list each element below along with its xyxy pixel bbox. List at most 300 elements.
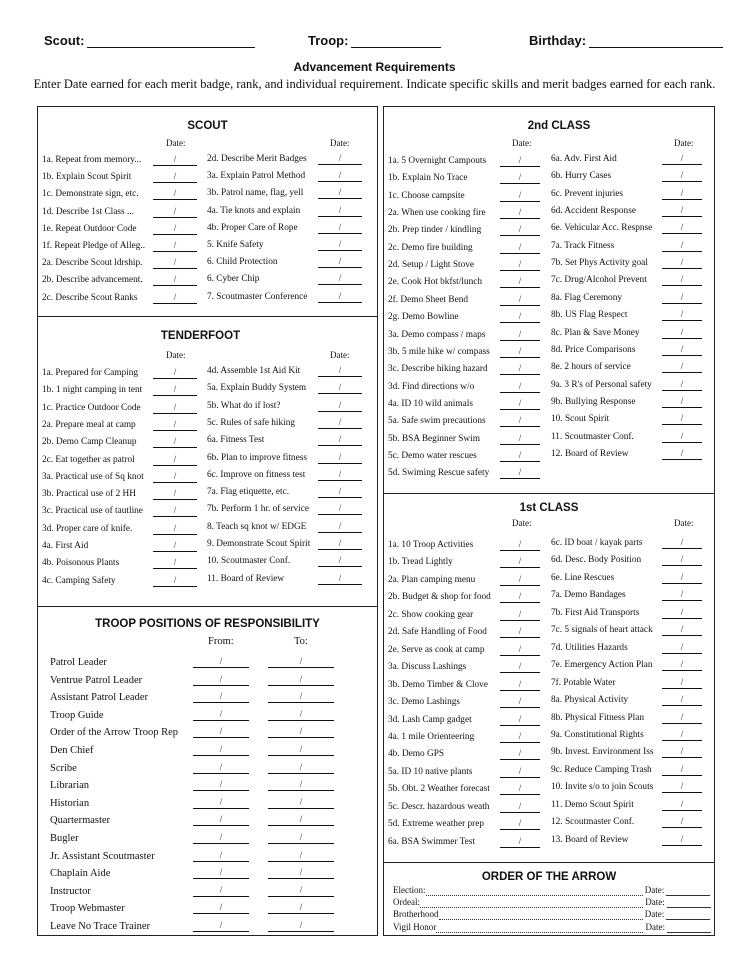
position-item: Troop Guide <box>50 709 104 721</box>
requirement-item: 2a. Describe Scout ldrship. <box>42 258 143 269</box>
requirement-item: 3a. Discuss Lashings <box>388 662 467 673</box>
to-date-blank[interactable]: / <box>268 709 334 721</box>
requirement-item: 9. Demonstrate Scout Spirit <box>207 539 311 549</box>
from-date-blank[interactable]: / <box>193 850 249 862</box>
date-blank[interactable]: / <box>662 309 702 321</box>
date-blank[interactable]: / <box>500 679 540 691</box>
oa-label: Election: <box>393 885 426 895</box>
requirement-item: 1e. Repeat Outdoor Code <box>42 223 137 234</box>
requirement-item: 3a. Demo compass / maps <box>388 329 486 340</box>
date-blank[interactable]: / <box>662 554 702 566</box>
requirement-item: 5d. Swiming Rescue safety <box>388 468 490 479</box>
requirement-item: 6a. Adv. First Aid <box>551 154 617 164</box>
date-blank[interactable]: / <box>318 538 362 550</box>
requirement-item: 2d. Safe Handling of Food <box>388 627 487 638</box>
date-blank[interactable]: / <box>318 170 362 182</box>
page-title: Advancement Requirements <box>293 60 456 74</box>
date-blank[interactable]: / <box>662 448 702 460</box>
scout-title: SCOUT <box>187 120 228 132</box>
date-blank[interactable]: / <box>500 190 540 202</box>
troop-label: Troop: <box>308 33 349 48</box>
date-blank[interactable]: / <box>500 836 540 848</box>
oa-name-line[interactable] <box>426 888 643 896</box>
requirement-item: 6d. Accident Response <box>551 206 636 217</box>
requirement-item: 3a. Practical use of Sq knot <box>42 471 144 482</box>
oa-name-line[interactable] <box>436 925 643 933</box>
tenderfoot-title: TENDERFOOT <box>160 330 241 342</box>
date-blank[interactable]: / <box>318 153 362 165</box>
to-date-blank[interactable]: / <box>268 885 334 897</box>
requirement-item: 3c. Demo Lashings <box>388 697 461 708</box>
oa-date-line[interactable] <box>667 899 711 908</box>
date-blank[interactable]: / <box>500 801 540 813</box>
date-blank[interactable]: / <box>153 223 197 235</box>
requirement-item: 2c. Eat together as patrol <box>42 454 135 465</box>
requirement-item: 2a. Plan camping menu <box>388 574 476 585</box>
requirement-item: 9a. Constitutional Rights <box>551 729 644 740</box>
requirement-item: 12. Scoutmaster Conf. <box>551 817 635 828</box>
oa-row[interactable] <box>393 909 713 920</box>
date-blank[interactable]: / <box>500 556 540 568</box>
date-blank[interactable]: / <box>500 539 540 551</box>
date-blank[interactable]: / <box>500 207 540 219</box>
date-blank[interactable]: / <box>500 591 540 603</box>
requirement-item: 8b. US Flag Respect <box>551 310 628 321</box>
requirement-item: 7b. Set Phys Activity goal <box>551 258 648 269</box>
date-blank[interactable]: / <box>500 766 540 778</box>
date-blank[interactable]: / <box>500 714 540 726</box>
from-date-blank[interactable]: / <box>193 744 249 756</box>
requirement-item: 8b. Physical Fitness Plan <box>551 712 644 723</box>
requirement-item: 4b. Demo GPS <box>388 749 445 760</box>
requirement-item: 3d. Lash Camp gadget <box>388 714 472 725</box>
from-date-blank[interactable]: / <box>193 902 249 914</box>
date-blank[interactable]: / <box>662 170 702 182</box>
date-blank[interactable]: / <box>318 434 362 446</box>
birthday-line[interactable] <box>589 35 723 48</box>
to-date-blank[interactable]: / <box>268 674 334 686</box>
date-blank[interactable]: / <box>500 311 540 323</box>
requirement-item: 3c. Describe hiking hazard <box>388 364 488 375</box>
requirement-item: 8. Teach sq knot w/ EDGE <box>207 521 307 532</box>
birthday-label: Birthday: <box>529 33 587 48</box>
requirement-item: 5. Knife Safety <box>207 240 264 250</box>
requirement-item: 5b. BSA Beginner Swim <box>388 433 480 444</box>
position-item: Assistant Patrol Leader <box>50 692 148 704</box>
requirement-item: 5a. ID 10 native plants <box>388 766 473 777</box>
requirement-item: 7a. Track Fitness <box>551 240 615 251</box>
date-blank[interactable]: / <box>662 413 702 425</box>
requirement-item: 2c. Demo fire building <box>388 242 473 253</box>
date-blank[interactable]: / <box>500 329 540 341</box>
requirement-item: 8c. Plan & Save Money <box>551 327 640 338</box>
date-blank[interactable]: / <box>662 694 702 706</box>
date-blank[interactable]: / <box>662 624 702 636</box>
date-blank[interactable]: / <box>318 452 362 464</box>
requirement-item: 3d. Find directions w/o <box>388 381 475 392</box>
date-blank[interactable]: / <box>153 540 197 552</box>
first-class-date-header-left: Date: <box>512 518 532 528</box>
date-blank[interactable]: / <box>318 469 362 481</box>
requirement-item: 1c. Practice Outdoor Code <box>42 402 141 413</box>
date-blank[interactable]: / <box>662 746 702 758</box>
birthday-field[interactable] <box>529 33 723 48</box>
requirement-item: 5c. Rules of safe hiking <box>207 417 296 428</box>
date-blank[interactable]: / <box>662 834 702 846</box>
date-blank[interactable]: / <box>662 764 702 776</box>
requirement-item: 8d. Price Comparisons <box>551 344 636 355</box>
date-blank[interactable]: / <box>500 172 540 184</box>
requirement-item: 7b. Perform 1 hr. of service <box>207 504 309 515</box>
from-date-blank[interactable]: / <box>193 709 249 721</box>
date-blank[interactable]: / <box>153 471 197 483</box>
requirement-item: 5b. Obt. 2 Weather forecast <box>388 784 490 795</box>
oa-label: Brotherhood <box>393 909 439 920</box>
from-date-blank[interactable]: / <box>193 814 249 826</box>
date-blank[interactable]: / <box>153 188 197 200</box>
date-blank[interactable]: / <box>500 259 540 271</box>
date-blank[interactable]: / <box>318 382 362 394</box>
requirement-item: 1a. Repeat from memory... <box>42 155 142 165</box>
second-class-title: 2nd CLASS <box>527 120 591 132</box>
to-date-blank[interactable]: / <box>268 762 334 774</box>
requirement-item: 10. Scoutmaster Conf. <box>207 556 291 567</box>
oa-date-label: Date: <box>642 909 665 920</box>
date-blank[interactable]: / <box>662 379 702 391</box>
date-blank[interactable]: / <box>662 589 702 601</box>
date-blank[interactable]: / <box>500 242 540 254</box>
requirement-item: 3b. Demo Timber & Clove <box>388 679 488 690</box>
date-blank[interactable]: / <box>662 572 702 584</box>
date-blank[interactable]: / <box>500 224 540 236</box>
requirement-item: 2c. Describe Scout Ranks <box>42 292 138 303</box>
requirement-item: 1b. Explain No Trace <box>388 173 468 184</box>
date-blank[interactable]: / <box>153 557 197 569</box>
requirement-item: 6b. Plan to improve fitness <box>207 452 307 463</box>
date-blank[interactable]: / <box>662 607 702 619</box>
date-blank[interactable]: / <box>318 291 362 303</box>
requirement-item: 11. Scoutmaster Conf. <box>551 431 634 442</box>
to-date-blank[interactable]: / <box>268 832 334 844</box>
oa-row[interactable] <box>393 897 713 908</box>
requirement-item: 2g. Demo Bowline <box>388 312 459 323</box>
date-blank[interactable]: / <box>662 642 702 654</box>
date-blank[interactable]: / <box>662 781 702 793</box>
date-blank[interactable]: / <box>153 454 197 466</box>
oa-label: Vigil Honor <box>393 921 437 932</box>
position-item: Leave No Trace Trainer <box>50 921 151 932</box>
requirement-item: 4a. 1 mile Orienteering <box>388 731 475 742</box>
to-date-blank[interactable]: / <box>268 656 334 668</box>
to-date-blank[interactable]: / <box>268 850 334 862</box>
instructions: Enter Date earned for each merit badge, rank, and individual requirement. Indicate specific skills and merit badges earned for each rank. <box>33 77 716 91</box>
requirement-item: 7c. 5 signals of heart attack <box>551 625 653 636</box>
requirement-item: 6c. Prevent injuries <box>551 188 624 199</box>
oa-row[interactable] <box>393 922 713 933</box>
oa-label: Ordeal: <box>393 897 420 908</box>
date-blank[interactable]: / <box>500 450 540 462</box>
requirement-item: 10. Scout Spirit <box>551 414 610 425</box>
date-blank[interactable]: / <box>662 729 702 741</box>
oa-date-label: Date: <box>643 897 665 908</box>
oa-date-line[interactable] <box>666 887 710 896</box>
date-blank[interactable]: / <box>662 344 702 356</box>
requirement-item: 1c. Choose campsite <box>388 190 465 201</box>
date-blank[interactable]: / <box>662 431 702 443</box>
first-class-date-header-right: Date: <box>674 518 694 528</box>
requirement-item: 3b. Practical use of 2 HH <box>42 489 136 500</box>
from-date-blank[interactable]: / <box>193 779 249 791</box>
requirement-item: 11. Demo Scout Spirit <box>551 799 634 810</box>
requirement-item: 7c. Drug/Alcohol Prevent <box>551 275 647 286</box>
requirement-item: 1a. 10 Troop Activities <box>388 540 474 550</box>
requirement-item: 2a. Prepare meal at camp <box>42 419 136 430</box>
date-blank[interactable]: / <box>662 712 702 724</box>
requirement-item: 3a. Explain Patrol Method <box>207 171 306 182</box>
oa-date-line[interactable] <box>667 924 711 933</box>
requirement-item: 13. Board of Review <box>551 834 629 845</box>
requirement-item: 6e. Vehicular Acc. Respnse <box>551 223 653 234</box>
date-blank[interactable]: / <box>662 816 702 828</box>
requirement-item: 6d. Desc. Body Position <box>551 555 642 566</box>
date-blank[interactable]: / <box>318 573 362 585</box>
requirement-item: 7e. Emergency Action Plan <box>551 660 653 671</box>
date-blank[interactable]: / <box>153 206 197 218</box>
requirement-item: 8a. Physical Activity <box>551 695 629 706</box>
date-blank[interactable]: / <box>318 273 362 285</box>
requirement-item: 1b. Tread Lightly <box>388 557 453 568</box>
requirement-item: 4b. Proper Care of Rope <box>207 222 298 233</box>
requirement-item: 6. Cyber Chip <box>207 274 260 285</box>
date-blank[interactable]: / <box>318 187 362 199</box>
requirement-item: 2e. Cook Hot bkfst/lunch <box>388 277 482 288</box>
date-blank[interactable]: / <box>500 609 540 621</box>
requirement-item: 5c. Demo water rescues <box>388 450 477 461</box>
date-blank[interactable]: / <box>318 222 362 234</box>
requirement-item: 1a. Prepared for Camping <box>42 368 139 378</box>
date-blank[interactable]: / <box>500 574 540 586</box>
position-item: Den Chief <box>50 745 94 756</box>
requirement-item: 6. Child Protection <box>207 257 278 268</box>
date-blank[interactable]: / <box>662 537 702 549</box>
from-date-blank[interactable]: / <box>193 867 249 879</box>
requirement-item: 2a. When use cooking fire <box>388 208 486 219</box>
date-blank[interactable]: / <box>318 555 362 567</box>
to-date-blank[interactable]: / <box>268 691 334 703</box>
date-blank[interactable]: / <box>500 398 540 410</box>
date-blank[interactable]: / <box>153 257 197 269</box>
date-blank[interactable]: / <box>500 415 540 427</box>
from-date-blank[interactable]: / <box>193 832 249 844</box>
date-blank[interactable]: / <box>153 436 197 448</box>
date-blank[interactable]: / <box>500 783 540 795</box>
requirement-item: 6a. BSA Swimmer Test <box>388 836 475 847</box>
requirement-item: 4d. Assemble 1st Aid Kit <box>207 366 301 376</box>
date-blank[interactable]: / <box>318 400 362 412</box>
requirement-item: 4a. First Aid <box>42 541 89 551</box>
requirement-item: 2e. Serve as cook at camp <box>388 644 485 655</box>
oa-date-label: Date: <box>642 885 665 895</box>
position-item: Patrol Leader <box>50 657 107 668</box>
date-blank[interactable]: / <box>500 363 540 375</box>
date-blank[interactable]: / <box>662 257 702 269</box>
to-date-blank[interactable]: / <box>268 779 334 791</box>
date-blank[interactable]: / <box>662 659 702 671</box>
date-blank[interactable]: / <box>500 381 540 393</box>
position-item: Jr. Assistant Scoutmaster <box>50 850 155 862</box>
date-blank[interactable]: / <box>662 327 702 339</box>
to-date-blank[interactable]: / <box>268 744 334 756</box>
date-blank[interactable]: / <box>662 396 702 408</box>
date-blank[interactable]: / <box>662 677 702 689</box>
requirement-item: 2f. Demo Sheet Bend <box>388 294 469 305</box>
from-date-blank[interactable]: / <box>193 797 249 809</box>
requirement-item: 9c. Reduce Camping Trash <box>551 764 652 775</box>
requirement-item: 11. Board of Review <box>207 573 285 584</box>
requirement-item: 1b. 1 night camping in tent <box>42 385 143 396</box>
date-blank[interactable]: / <box>153 402 197 414</box>
to-date-blank[interactable]: / <box>268 797 334 809</box>
requirement-item: 1d. Describe 1st Class ... <box>42 206 134 217</box>
requirement-item: 3d. Proper care of knife. <box>42 523 133 534</box>
requirement-item: 7. Scoutmaster Conference <box>207 291 308 302</box>
date-blank[interactable]: / <box>318 503 362 515</box>
requirement-item: 3b. Patrol name, flag, yell <box>207 188 304 199</box>
from-date-blank[interactable]: / <box>193 920 249 932</box>
position-item: Scribe <box>50 762 77 774</box>
requirement-item: 8a. Flag Ceremony <box>551 292 623 303</box>
from-date-blank[interactable]: / <box>193 674 249 686</box>
requirement-item: 4b. Poisonous Plants <box>42 558 120 569</box>
tenderfoot-date-header-left: Date: <box>166 350 186 360</box>
date-blank[interactable]: / <box>153 274 197 286</box>
troop-from-header: From: <box>208 636 234 647</box>
to-date-blank[interactable]: / <box>268 920 334 932</box>
date-blank[interactable]: / <box>318 486 362 498</box>
date-blank[interactable]: / <box>500 467 540 479</box>
date-blank[interactable]: / <box>500 731 540 743</box>
troop-line[interactable] <box>351 35 441 48</box>
oa-row[interactable] <box>393 885 713 896</box>
requirement-item: 7d. Utilities Hazards <box>551 642 628 653</box>
date-blank[interactable]: / <box>153 575 197 587</box>
date-blank[interactable]: / <box>500 433 540 445</box>
from-date-blank[interactable]: / <box>193 726 249 738</box>
from-date-blank[interactable]: / <box>193 691 249 703</box>
oa-date-line[interactable] <box>666 911 710 920</box>
date-blank[interactable]: / <box>153 292 197 304</box>
date-blank[interactable]: / <box>318 417 362 429</box>
requirement-item: 4a. ID 10 wild animals <box>388 398 473 409</box>
requirement-item: 7f. Potable Water <box>551 677 616 688</box>
date-blank[interactable]: / <box>662 799 702 811</box>
requirement-item: 3c. Practical use of tautline <box>42 506 143 517</box>
date-blank[interactable]: / <box>153 523 197 535</box>
date-blank[interactable]: / <box>500 748 540 760</box>
troop-to-header: To: <box>294 636 308 647</box>
date-blank[interactable]: / <box>500 155 540 167</box>
requirement-item: 6b. Hurry Cases <box>551 171 612 182</box>
date-blank[interactable]: / <box>500 696 540 708</box>
date-blank[interactable]: / <box>662 188 702 200</box>
oa-name-line[interactable] <box>439 912 643 920</box>
date-blank[interactable]: / <box>153 171 197 183</box>
date-blank[interactable]: / <box>153 240 197 252</box>
requirement-item: 9b. Bullying Response <box>551 396 636 407</box>
date-blank[interactable]: / <box>153 367 197 379</box>
from-date-blank[interactable]: / <box>193 885 249 897</box>
requirement-item: 6a. Fitness Test <box>207 435 265 446</box>
date-blank[interactable]: / <box>500 346 540 358</box>
first-class-title: 1st CLASS <box>519 502 579 514</box>
requirement-item: 2d. Describe Merit Badges <box>207 154 307 164</box>
requirement-item: 9a. 3 R's of Personal safety <box>551 379 652 390</box>
requirement-item: 6e. Line Rescues <box>551 572 615 583</box>
date-blank[interactable]: / <box>318 239 362 251</box>
from-date-blank[interactable]: / <box>193 656 249 668</box>
date-blank[interactable]: / <box>500 626 540 638</box>
date-blank[interactable]: / <box>318 521 362 533</box>
requirement-item: 1f. Repeat Pledge of Alleg.. <box>42 241 146 251</box>
second-class-date-header-right: Date: <box>674 138 694 148</box>
date-blank[interactable]: / <box>662 153 702 165</box>
date-blank[interactable]: / <box>500 276 540 288</box>
date-blank[interactable]: / <box>153 154 197 166</box>
position-item: Bugler <box>50 833 79 844</box>
scout-label: Scout: <box>44 33 85 48</box>
to-date-blank[interactable]: / <box>268 814 334 826</box>
date-blank[interactable]: / <box>662 240 702 252</box>
date-blank[interactable]: / <box>662 361 702 373</box>
date-blank[interactable]: / <box>153 419 197 431</box>
to-date-blank[interactable]: / <box>268 902 334 914</box>
scout-name-line[interactable] <box>87 35 255 48</box>
troop-field[interactable] <box>308 33 441 48</box>
to-date-blank[interactable]: / <box>268 867 334 879</box>
requirement-item: 8e. 2 hours of service <box>551 362 631 373</box>
date-blank[interactable]: / <box>500 818 540 830</box>
date-blank[interactable]: / <box>662 292 702 304</box>
from-date-blank[interactable]: / <box>193 762 249 774</box>
requirement-item: 2b. Budget & shop for food <box>388 592 491 603</box>
date-blank[interactable]: / <box>153 505 197 517</box>
scout-name-field[interactable] <box>44 33 255 48</box>
date-blank[interactable]: / <box>662 205 702 217</box>
requirement-item: 9b. Invest. Environment Iss <box>551 747 654 758</box>
requirement-item: 5a. Safe swim precautions <box>388 416 486 427</box>
date-blank[interactable]: / <box>500 644 540 656</box>
to-date-blank[interactable]: / <box>268 726 334 738</box>
date-blank[interactable]: / <box>318 365 362 377</box>
date-blank[interactable]: / <box>153 488 197 500</box>
date-blank[interactable]: / <box>662 274 702 286</box>
requirement-item: 2d. Setup / Light Stove <box>388 260 474 271</box>
troop-positions-title: TROOP POSITIONS OF RESPONSIBILITY <box>95 618 320 630</box>
requirement-item: 7a. Demo Bandages <box>551 590 626 601</box>
scout-date-header-left: Date: <box>166 138 186 148</box>
date-blank[interactable]: / <box>662 222 702 234</box>
date-blank[interactable]: / <box>153 384 197 396</box>
requirement-item: 5c. Descr. hazardous weath <box>388 801 490 812</box>
position-item: Order of the Arrow Troop Rep <box>50 727 179 739</box>
oa-name-line[interactable] <box>420 900 643 908</box>
requirement-item: 2b. Prep tinder / kindling <box>388 225 482 236</box>
date-blank[interactable]: / <box>318 256 362 268</box>
requirement-item: 6c. ID boat / kayak parts <box>551 538 643 548</box>
date-blank[interactable]: / <box>500 661 540 673</box>
date-blank[interactable]: / <box>500 294 540 306</box>
date-blank[interactable]: / <box>318 205 362 217</box>
